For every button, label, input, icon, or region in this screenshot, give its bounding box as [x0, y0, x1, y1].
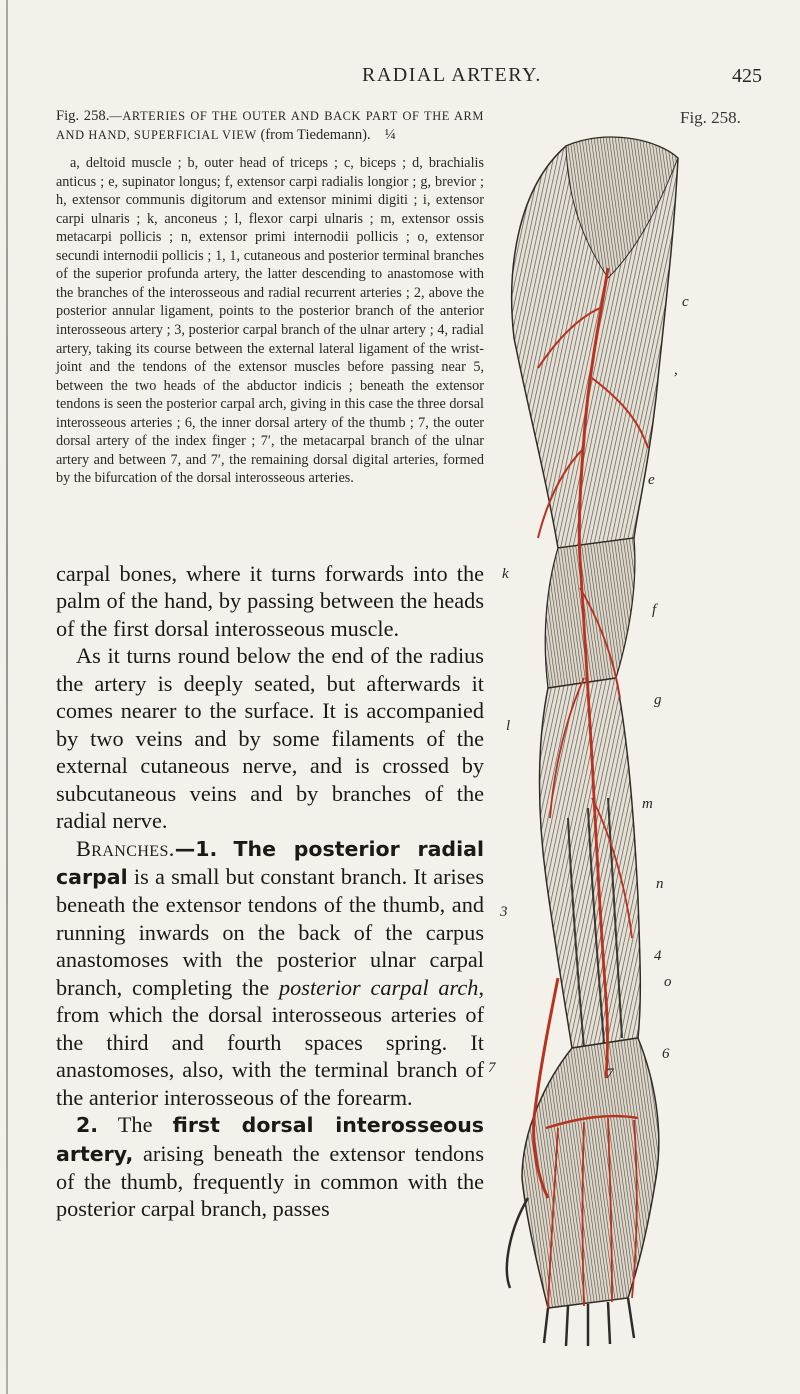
paragraph-2: As it turns round below the end of the radius the artery is deeply seated, but afterwards it comes nearer to the surface. It is accompanied by two veins and by some filaments of the external cutaneous nerve, and is crossed by subcutaneous veins and by branches of the radial nerve.	[56, 643, 484, 834]
branch-2-name: first dorsal interosseous artery,	[56, 1113, 484, 1166]
caption-heading	[56, 107, 484, 144]
page-edge-shadow	[6, 0, 8, 1394]
caption-fig-label: Fig. 258.	[56, 108, 110, 124]
branch-1-text-b: , from which the dorsal interosseous arteries of the third and fourth spaces spring. It anastomoses, also, with the terminal branch of the anterior interosseous of the forearm.	[56, 974, 485, 1110]
letter-k: k	[502, 566, 509, 582]
running-title: RADIAL ARTERY.	[362, 64, 542, 86]
letter-n: n	[656, 876, 664, 892]
branches-heading: Branches.	[76, 835, 175, 861]
branch-2-pre: The	[98, 1112, 173, 1138]
number-4: 4	[654, 948, 662, 964]
caption-legend: a, deltoid muscle ; b, outer head of triceps ; c, biceps ; d, brachialis anticus ; e, supinator longus; f, extensor carpi radialis longior ; g, brevior ; h, extensor communis digitorum and extensor minimi digiti ; i, extensor carpi ulnaris ; k, anconeus ; l, flexor carpi ulnaris ; m, extensor ossis metacarpi pollicis ; n, extensor primi internodii pollicis ; o, extensor secundi internodii pollicis ; 1, 1, cutaneous and posterior terminal branches of the superior profunda artery, the latter descending to anastomose with the branches of the interosseous and radial recurrent arteries ; 2, above the posterior annular ligament, points to the posterior branch of the anterior interosseous artery ; 3, posterior carpal branch of the ulnar artery ; 4, radial artery, taking its course between the external lateral ligament of the wrist-joint and the tendons of the extensor muscles before passing near 5, between the two heads of the abductor indicis ; beneath the extensor tendons is seen the posterior carpal arch, giving in this case the three dorsal interosseous arteries ; 6, the inner dorsal artery of the thumb ; 7, the outer dorsal artery of the index finger ; 7′, the metacarpal branch of the ulnar artery and between 7, and 7′, the remaining dorsal digital arteries, formed by the bifurcation of the dorsal interosseous arteries.	[56, 155, 484, 487]
caption-fig-title: —ARTERIES OF THE OUTER AND BACK PART OF THE ARM AND HAND, SUPERFICIAL VIEW	[56, 109, 484, 142]
branch-2-text: arising beneath the extensor tendons of the thumb, frequently in common with the posterior carpal branch, passes	[56, 1140, 484, 1222]
number-7-prime: 7	[606, 1066, 614, 1082]
running-head	[0, 64, 800, 94]
paragraph-1: carpal bones, where it turns forwards into the palm of the hand, by passing between the heads of the first dorsal interosseous muscle.	[56, 561, 484, 641]
body-text	[56, 560, 484, 1223]
branch-2-number: 2.	[76, 1113, 99, 1138]
letter-g: g	[654, 692, 662, 708]
letter-f: f	[652, 602, 657, 618]
number-3: 3	[500, 904, 508, 920]
paragraph-4	[56, 1111, 484, 1223]
posterior-carpal-arch-term: posterior carpal arch	[278, 974, 479, 1000]
paragraph-3	[56, 835, 484, 1112]
branch-1-number: —1.	[174, 836, 218, 861]
branch-1-text-a: is a small but constant branch. It arises beneath the extensor tendons of the thumb, and running inwards on the back of the carpus anastomoses with the posterior ulnar carpal branch, completing the	[56, 863, 484, 1000]
page-number: 425	[732, 65, 762, 87]
figure-caption	[56, 107, 484, 488]
figure-label: Fig. 258.	[680, 108, 741, 127]
caption-source: (from Tiedemann).	[260, 126, 371, 143]
elbow-region	[545, 538, 635, 688]
branch-1-name: The posterior radial carpal	[56, 836, 484, 889]
letter-l: l	[506, 718, 511, 734]
number-6: 6	[662, 1046, 670, 1062]
letter-c: c	[682, 294, 689, 310]
letter-o: o	[664, 974, 672, 990]
letter-m: m	[642, 796, 653, 812]
arm-artery-illustration	[488, 118, 698, 1348]
caption-scale: ¼	[384, 126, 396, 143]
number-7: 7	[488, 1060, 496, 1076]
letter-e: e	[648, 472, 655, 488]
hand-shape	[522, 1038, 659, 1308]
letter-comma: ,	[674, 362, 678, 378]
